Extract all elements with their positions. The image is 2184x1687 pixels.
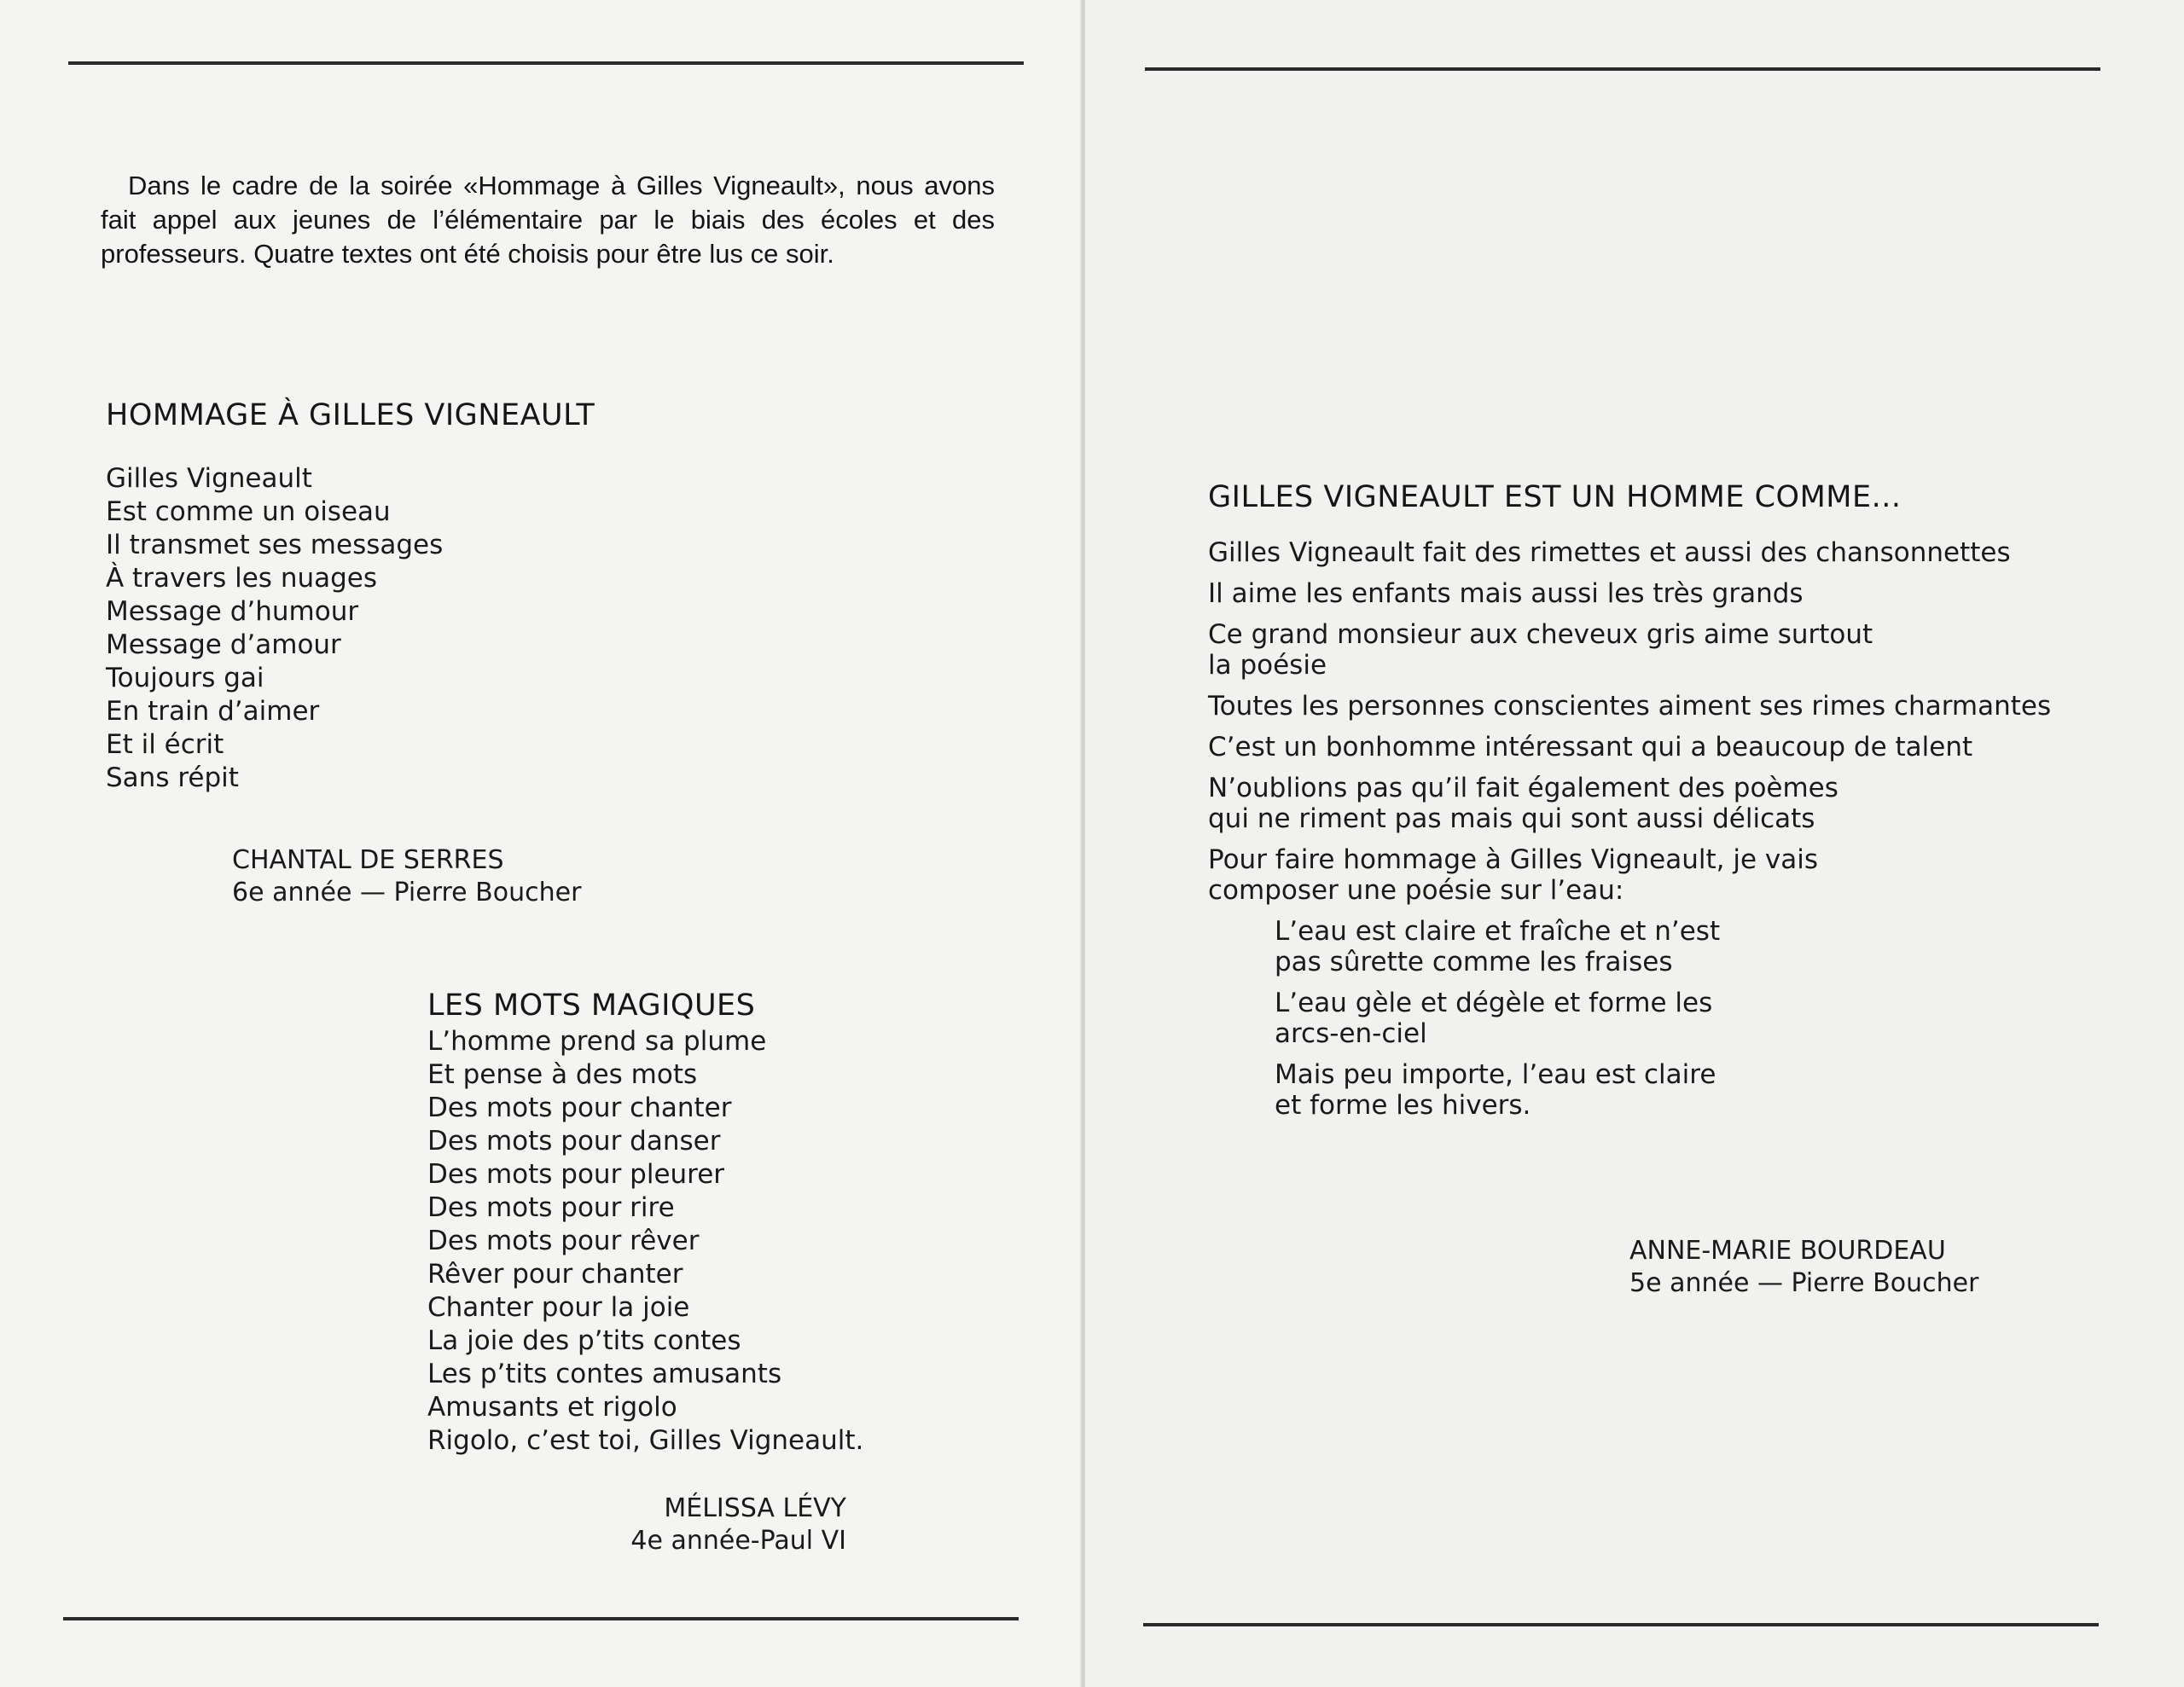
poem-line: Des mots pour rêver bbox=[427, 1226, 700, 1256]
poem-line: Chanter pour la joie bbox=[427, 1292, 690, 1323]
poem-paragraphs bbox=[1208, 537, 2051, 1121]
poem-title: GILLES VIGNEAULT EST UN HOMME COMME... bbox=[1208, 480, 1902, 514]
poem-paragraph bbox=[1208, 537, 2051, 568]
poem-line: qui ne riment pas mais qui sont aussi délicats bbox=[1208, 803, 1815, 834]
poem-paragraph bbox=[1208, 844, 2051, 906]
poem-title: LES MOTS MAGIQUES bbox=[427, 988, 756, 1023]
left-page bbox=[0, 0, 1082, 1687]
poem-hommage bbox=[106, 396, 595, 795]
poem-paragraph bbox=[1208, 732, 2051, 762]
poem-line: Amusants et rigolo bbox=[427, 1392, 677, 1423]
poem-line: Il transmet ses messages bbox=[106, 530, 444, 560]
poem-line: arcs-en-ciel bbox=[1275, 1018, 1427, 1049]
poem-homme-comme bbox=[1208, 478, 2051, 1131]
poem-line: Mais peu importe, l’eau est claire bbox=[1275, 1059, 1716, 1090]
poem-lines bbox=[427, 1025, 863, 1458]
poem-line: Toujours gai bbox=[106, 663, 264, 693]
bottom-rule-left bbox=[63, 1617, 1019, 1620]
poem-lines bbox=[106, 462, 595, 795]
poem-line: Et il écrit bbox=[106, 729, 224, 760]
poem-mots-magiques bbox=[427, 986, 863, 1458]
intro-text: Dans le cadre de la soirée «Hommage à Gilles Vigneault», nous avons fait appel aux jeunes de l’élémentaire par le biais des écoles et des professeurs. Quatre textes ont été choisis pour être lus ce soir. bbox=[101, 171, 995, 269]
intro-paragraph bbox=[101, 169, 995, 271]
signature-block bbox=[232, 844, 581, 909]
poem-line: composer une poésie sur l’eau: bbox=[1208, 875, 1624, 906]
poem-inset-paragraph bbox=[1275, 988, 2051, 1049]
poem-line: Les p’tits contes amusants bbox=[427, 1359, 782, 1389]
poem-line: Pour faire hommage à Gilles Vigneault, je vais bbox=[1208, 844, 1819, 875]
poem-line: pas sûrette comme les fraises bbox=[1275, 947, 1673, 977]
poem-line: Est comme un oiseau bbox=[106, 496, 391, 527]
author-school: 6e année — Pierre Boucher bbox=[232, 878, 582, 907]
poem-title: HOMMAGE À GILLES VIGNEAULT bbox=[106, 398, 595, 432]
poem-line: Il aime les enfants mais aussi les très grands bbox=[1208, 578, 1804, 609]
author-school: 5e année — Pierre Boucher bbox=[1629, 1268, 1979, 1298]
poem-paragraph bbox=[1208, 691, 2051, 722]
poem-line: En train d’aimer bbox=[106, 696, 320, 727]
poem-line: N’oublions pas qu’il fait également des poèmes bbox=[1208, 773, 1838, 803]
poem-line: Des mots pour rire bbox=[427, 1192, 675, 1223]
poem-line: Des mots pour chanter bbox=[427, 1093, 732, 1123]
poem-paragraph bbox=[1208, 619, 2051, 681]
poem-line: Ce grand monsieur aux cheveux gris aime surtout bbox=[1208, 619, 1873, 650]
poem-line: Message d’humour bbox=[106, 596, 359, 627]
top-rule-left bbox=[68, 61, 1024, 65]
author-school: 4e année-Paul VI bbox=[630, 1526, 846, 1556]
poem-line: L’eau gèle et dégèle et forme les bbox=[1275, 988, 1713, 1018]
poem-line: la poésie bbox=[1208, 650, 1327, 681]
author-name: MÉLISSA LÉVY bbox=[664, 1493, 846, 1523]
poem-line: Des mots pour danser bbox=[427, 1126, 721, 1157]
bottom-rule-right bbox=[1143, 1623, 2099, 1626]
poem-inset-paragraph bbox=[1275, 1059, 2051, 1121]
poem-line: L’homme prend sa plume bbox=[427, 1026, 767, 1057]
poem-line: Gilles Vigneault fait des rimettes et aussi des chansonnettes bbox=[1208, 537, 2011, 568]
poem-paragraph bbox=[1208, 578, 2051, 609]
right-page bbox=[1085, 0, 2184, 1687]
poem-inset-paragraph bbox=[1275, 916, 2051, 977]
poem-line: Rêver pour chanter bbox=[427, 1259, 683, 1290]
poem-line: Message d’amour bbox=[106, 629, 341, 660]
poem-line: Rigolo, c’est toi, Gilles Vigneault. bbox=[427, 1425, 864, 1456]
poem-line: Sans répit bbox=[106, 762, 239, 793]
signature-block bbox=[1629, 1235, 1978, 1300]
poem-paragraph bbox=[1208, 773, 2051, 834]
poem-line: Toutes les personnes conscientes aiment ses rimes charmantes bbox=[1208, 691, 2052, 722]
poem-line: C’est un bonhomme intéressant qui a beaucoup de talent bbox=[1208, 732, 1973, 762]
top-rule-right bbox=[1145, 67, 2100, 71]
poem-line: Gilles Vigneault bbox=[106, 463, 312, 494]
author-name: ANNE-MARIE BOURDEAU bbox=[1629, 1236, 1946, 1266]
signature-block bbox=[546, 1493, 846, 1557]
poem-line: À travers les nuages bbox=[106, 563, 378, 594]
poem-line: Et pense à des mots bbox=[427, 1059, 698, 1090]
poem-line: L’eau est claire et fraîche et n’est bbox=[1275, 916, 1721, 947]
poem-line: et forme les hivers. bbox=[1275, 1090, 1531, 1121]
author-name: CHANTAL DE SERRES bbox=[232, 845, 504, 875]
poem-line: La joie des p’tits contes bbox=[427, 1325, 741, 1356]
poem-line: Des mots pour pleurer bbox=[427, 1159, 725, 1190]
